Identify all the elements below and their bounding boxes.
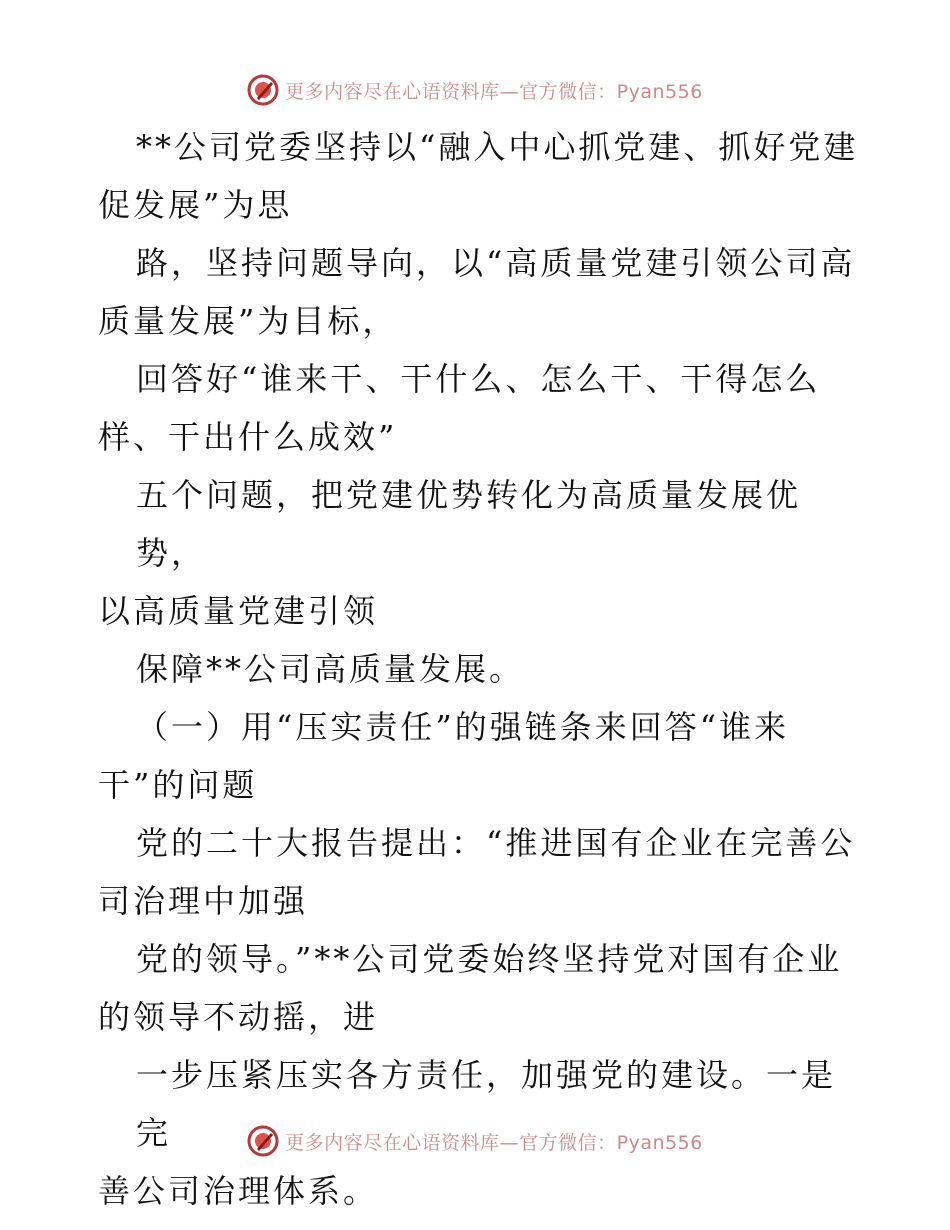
paragraph-continuation: 的领导不动摇，进 xyxy=(98,998,379,1036)
paragraph-continuation: 促发展”为思 xyxy=(98,186,293,224)
paragraph-line: 路，坚持问题导向，以“高质量党建引领公司高 xyxy=(136,244,856,282)
footer-banner xyxy=(0,1121,950,1161)
paragraph-line: 回答好“谁来干、干什么、怎么干、干得怎么 xyxy=(136,360,821,398)
paragraph xyxy=(98,640,868,698)
paragraph-line: 一步压紧压实各方责任，加强党的建设。一是完 xyxy=(136,1056,837,1152)
paragraph xyxy=(98,118,868,234)
paragraph-continuation: 以高质量党建引领 xyxy=(98,592,379,630)
paragraph-line: **公司党委坚持以“融入中心抓党建、抓好党建 xyxy=(136,128,859,166)
pen-logo-icon xyxy=(247,1125,279,1157)
paragraph-line: （一）用“压实责任”的强链条来回答“谁来 xyxy=(136,708,790,746)
footer-banner-text: 更多内容尽在心语资料库—官方微信：Pyan556 xyxy=(285,1131,703,1154)
document-body xyxy=(98,118,868,1220)
paragraph-continuation: 干”的问题 xyxy=(98,766,258,804)
paragraph-line: 党的领导。”**公司党委始终坚持党对国有企业 xyxy=(136,940,843,978)
paragraph-line: 保障**公司高质量发展。 xyxy=(136,650,525,688)
paragraph-continuation: 司治理中加强 xyxy=(98,882,309,920)
paragraph xyxy=(98,814,868,930)
paragraph-line: 五个问题，把党建优势转化为高质量发展优势， xyxy=(136,476,802,572)
paragraph-line: 党的二十大报告提出：“推进国有企业在完善公 xyxy=(136,824,856,862)
paragraph xyxy=(98,350,868,466)
paragraph xyxy=(98,466,868,640)
section-heading xyxy=(98,698,868,814)
header-banner xyxy=(0,70,950,110)
paragraph-continuation: 样、干出什么成效” xyxy=(98,418,398,456)
header-banner-text: 更多内容尽在心语资料库—官方微信：Pyan556 xyxy=(285,80,703,103)
paragraph xyxy=(98,930,868,1046)
paragraph-continuation: 质量发展”为目标， xyxy=(98,302,398,340)
paragraph xyxy=(98,234,868,350)
pen-logo-icon xyxy=(247,74,279,106)
paragraph-continuation: 善公司治理体系。 xyxy=(98,1172,379,1210)
